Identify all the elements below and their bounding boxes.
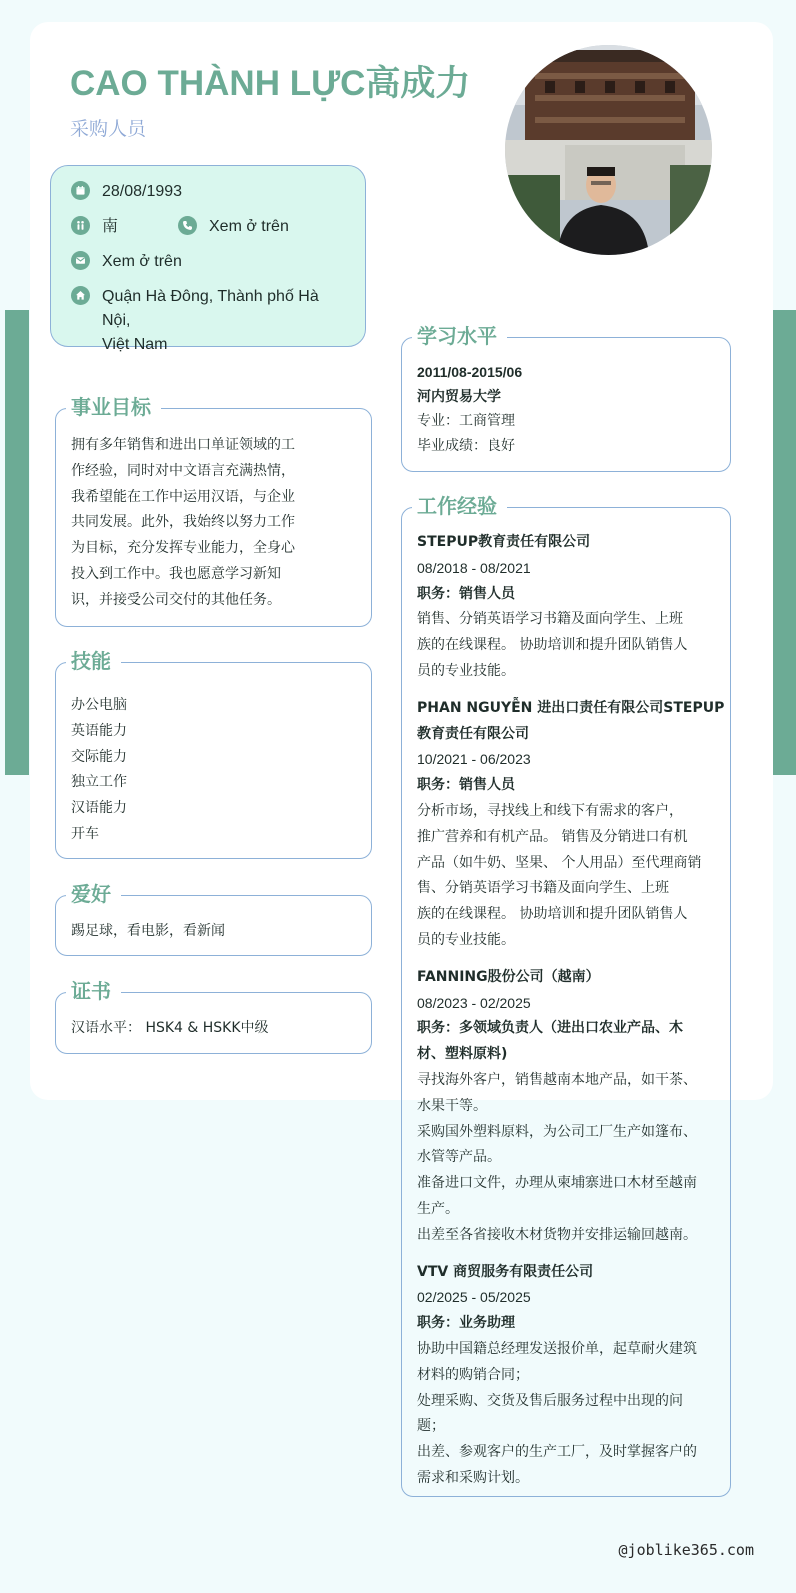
job-title: 采购人员	[70, 118, 147, 140]
phone-value: Xem ở trên	[209, 218, 289, 235]
job-description-line: 推广营养和有机产品。 销售及分销进口有机	[417, 828, 688, 845]
address-line-2: Việt Nam	[102, 336, 168, 353]
objective-line: 作经验，同时对中文语言充满热情，	[71, 462, 295, 479]
job-description-line: 需求和采购计划。	[417, 1469, 529, 1486]
job-entry	[417, 1260, 715, 1492]
job-period: 08/2018 - 08/2021	[417, 559, 531, 576]
gender-row	[71, 215, 178, 239]
skill-item: 办公电脑	[71, 697, 127, 713]
birthday-row	[71, 180, 345, 204]
gender-value: 南	[102, 218, 119, 235]
education-title: 学习水平	[412, 321, 507, 351]
right-accent-stripe	[772, 310, 796, 775]
email-row	[71, 250, 345, 274]
phone-row	[178, 215, 289, 239]
job-period: 10/2021 - 06/2023	[417, 751, 531, 768]
job-description-line: 水果干等。	[417, 1097, 487, 1114]
education-school: 河内贸易大学	[417, 388, 501, 405]
contact-box	[50, 165, 366, 353]
job-description-line: 寻找海外客户，销售越南本地产品，如干茶、	[417, 1071, 697, 1088]
experience-section	[401, 494, 731, 1497]
job-role: 职务：业务助理	[417, 1315, 515, 1332]
job-description-line: 处理采购、交货及售后服务过程中出现的问	[417, 1392, 683, 1409]
job-description-line: 采购国外塑料原料，为公司工厂生产如篷布、	[417, 1123, 697, 1140]
home-icon	[71, 286, 90, 305]
education-section	[401, 324, 731, 472]
job-description-line: 水管等产品。	[417, 1149, 501, 1166]
job-description-line: 销售、分销英语学习书籍及面向学生、上班	[417, 611, 683, 628]
job-description-line: 产品（如牛奶、坚果、 个人用品）至代理商销	[417, 854, 702, 871]
job-company: FANNING股份公司（越南）	[417, 968, 600, 985]
objective-line: 共同发展。此外，我始终以努力工作	[71, 514, 295, 531]
skill-item: 汉语能力	[71, 800, 127, 817]
address-value	[102, 285, 345, 357]
left-accent-stripe	[5, 310, 29, 775]
objective-section	[55, 395, 372, 627]
job-entry	[417, 696, 725, 954]
job-role: 职务：销售人员	[417, 777, 515, 794]
hobbies-title: 爱好	[66, 879, 121, 909]
job-period: 08/2023 - 02/2025	[417, 994, 531, 1011]
candidate-name: CAO THÀNH LỰC高成力	[70, 64, 471, 103]
job-description-line: 售、分销英语学习书籍及面向学生、上班	[417, 880, 669, 897]
job-role: 材、塑料原料)	[417, 1046, 508, 1063]
skill-item: 交际能力	[71, 748, 127, 765]
job-description-line: 员的专业技能。	[417, 931, 515, 948]
objective-title: 事业目标	[66, 392, 161, 422]
job-description-line: 生产。	[417, 1200, 459, 1217]
job-description-line: 材料的购销合同；	[417, 1366, 529, 1383]
job-company: STEPUP教育责任有限公司	[417, 534, 591, 550]
objective-line: 我希望能在工作中运用汉语，与企业	[71, 488, 295, 505]
experience-list	[402, 508, 730, 1492]
job-entry	[417, 965, 715, 1249]
job-company: 教育责任有限公司	[417, 725, 529, 742]
objective-line: 拥有多年销售和进出口单证领域的工	[71, 437, 295, 453]
experience-title: 工作经验	[412, 491, 507, 521]
email-icon	[71, 251, 90, 270]
profile-photo	[505, 45, 712, 255]
job-description-line: 族的在线课程。 协助培训和提升团队销售人	[417, 906, 688, 923]
job-description-line: 出差至各省接收木材货物并安排运输回越南。	[417, 1226, 697, 1243]
gender-phone-row	[71, 215, 345, 239]
education-body	[402, 338, 730, 458]
job-role: 职务：销售人员	[417, 585, 515, 602]
job-description-line: 族的在线课程。 协助培训和提升团队销售人	[417, 637, 688, 654]
objective-line: 投入到工作中。我也愿意学习新知	[71, 565, 281, 582]
skills-title: 技能	[66, 646, 121, 676]
skill-item: 英语能力	[71, 722, 127, 739]
job-description-line: 分析市场，寻找线上和线下有需求的客户，	[417, 802, 683, 819]
certificates-title: 证书	[66, 976, 121, 1006]
job-company: VTV 商贸服务有限责任公司	[417, 1263, 594, 1280]
footer-handle: @joblike365.com	[618, 1541, 754, 1559]
education-grade: 毕业成绩：良好	[417, 437, 515, 454]
calendar-icon	[71, 181, 90, 200]
skill-item: 独立工作	[71, 774, 127, 791]
job-description-line: 员的专业技能。	[417, 662, 515, 679]
birthday-value: 28/08/1993	[102, 183, 183, 200]
hobbies-text: 踢足球，看电影，看新闻	[71, 923, 225, 939]
certificates-text: 汉语水平： HSK4 & HSKK中级	[71, 1020, 269, 1036]
email-value: Xem ở trên	[102, 253, 182, 270]
job-entry	[417, 530, 715, 685]
skills-list	[56, 663, 371, 848]
address-row	[71, 285, 345, 357]
job-description-line: 题；	[417, 1418, 445, 1435]
job-period: 02/2025 - 05/2025	[417, 1289, 531, 1306]
profile-photo-image	[505, 45, 712, 255]
address-line-1: Quận Hà Đông, Thành phố Hà Nội,	[102, 288, 319, 329]
objective-body	[56, 409, 371, 614]
job-description-line: 出差、参观客户的生产工厂，及时掌握客户的	[417, 1444, 697, 1461]
education-period: 2011/08-2015/06	[417, 364, 523, 380]
job-description-line: 准备进口文件，办理从柬埔寨进口木材至越南	[417, 1175, 697, 1192]
certificates-section	[55, 979, 372, 1054]
job-company: PHAN NGUYỄN 进出口责任有限公司STEPUP	[417, 699, 725, 716]
phone-icon	[178, 216, 197, 235]
hobbies-section	[55, 882, 372, 956]
job-description-line: 协助中国籍总经理发送报价单，起草耐火建筑	[417, 1340, 697, 1357]
gender-icon	[71, 216, 90, 235]
skills-section	[55, 649, 372, 859]
education-major: 专业：工商管理	[417, 413, 515, 429]
skill-item: 开车	[71, 825, 99, 842]
objective-line: 为目标，充分发挥专业能力，全身心	[71, 540, 295, 557]
objective-line: 识，并接受公司交付的其他任务。	[71, 591, 281, 608]
job-role: 职务：多领域负责人（进出口农业产品、木	[417, 1020, 683, 1037]
